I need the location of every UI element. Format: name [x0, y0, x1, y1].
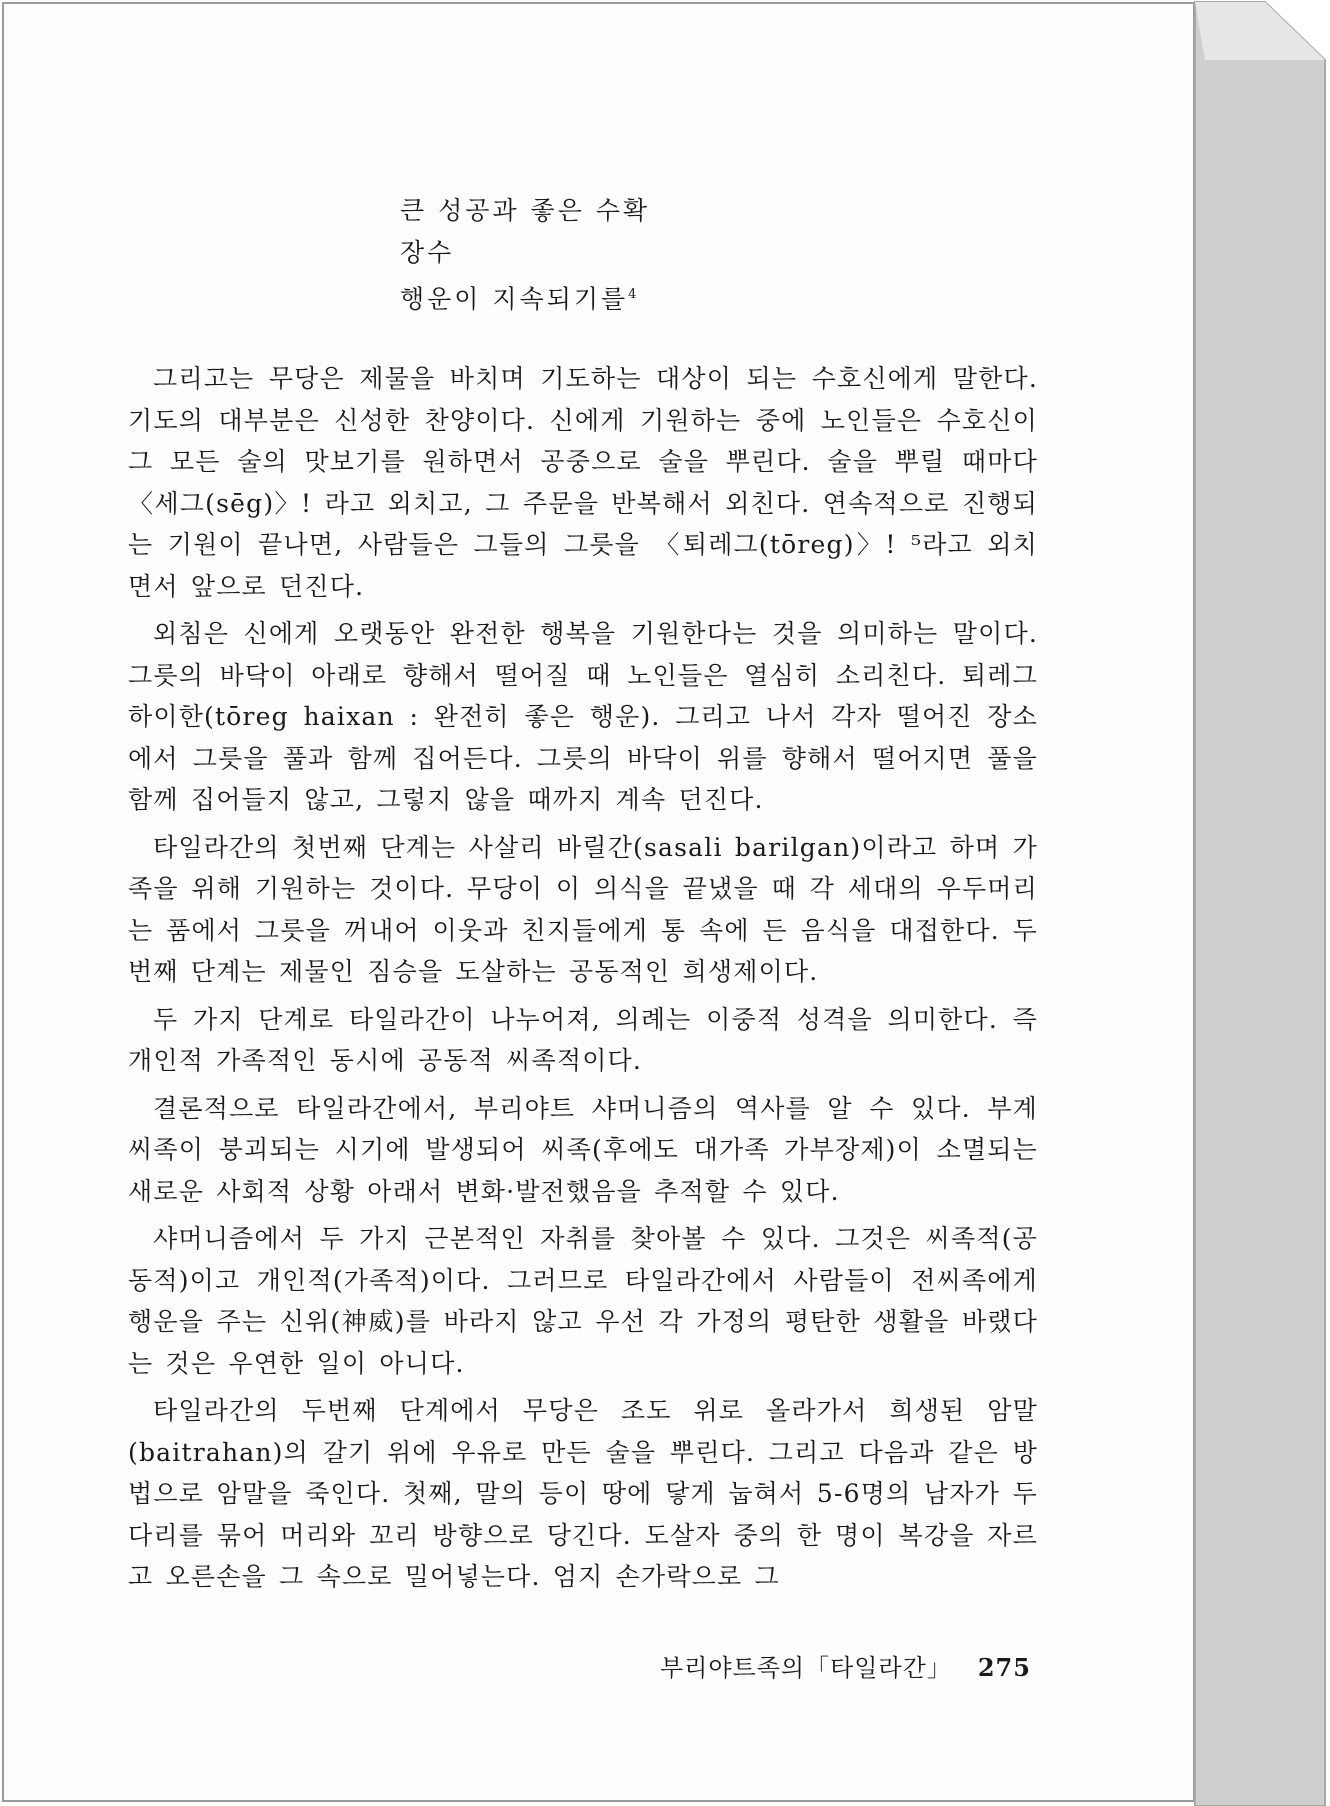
- poem-line-3: [400, 274, 650, 320]
- poem-line-1: 큰 성공과 좋은 수확: [400, 196, 651, 225]
- paragraph-4: 두 가지 단계로 타일라간이 나누어져, 의례는 이중적 성격을 의미한다. 즉 개인적 가족적인 동시에 공동적 씨족적이다.: [128, 1004, 1038, 1075]
- book-edge-face: [1195, 2, 1325, 1806]
- footnote-mark: 4: [628, 287, 640, 302]
- paragraph-6: 샤머니즘에서 두 가지 근본적인 자취를 찾아볼 수 있다. 그것은 씨족적(공동적)이고 개인적(가족적)이다. 그러므로 타일라간에서 사람들이 전씨족에게 행운을 주는 신위(神威)를 바라지 않고 우선 각 가정의 평탄한 생활을 바랬다는 것은 우연한 일이 아니다.: [128, 1224, 1038, 1378]
- page-number: 275: [977, 1653, 1031, 1682]
- paragraph-3: 타일라간의 첫번째 단계는 사살리 바릴간(sasali barilgan)이라고 하며 가족을 위해 기원하는 것이다. 무당이 이 의식을 끝냈을 때 각 세대의 우두머리는 품에서 그릇을 꺼내어 이웃과 친지들에게 통 속에 든 음식을 대접한다. 두번째 단계는 제물인 짐승을 도살하는 공동적인 희생제이다.: [128, 832, 1038, 986]
- page-footer: [660, 1648, 1031, 1683]
- running-title: 부리야트족의「타일라간」: [660, 1654, 952, 1682]
- poem-block: [400, 190, 650, 320]
- paragraph-7: 타일라간의 두번째 단계에서 무당은 조도 위로 올라가서 희생된 암말(baitrahan)의 갈기 위에 우유로 만든 술을 뿌린다. 그리고 다음과 같은 방법으로 암말을 죽인다. 첫째, 말의 등이 땅에 닿게 눕혀서 5-6명의 남자가 두 다리를 묶어 머리와 꼬리 방향으로 당긴다. 도살자 중의 한 명이 복강을 자르고 오른손을 그 속으로 밀어넣는다. 엄지 손가락으로 그: [128, 1396, 1038, 1591]
- paragraph-1: 그리고는 무당은 제물을 바치며 기도하는 대상이 되는 수호신에게 말한다. 기도의 대부분은 신성한 찬양이다. 신에게 기원하는 중에 노인들은 수호신이 그 모든 술의 맛보기를 원하면서 공중으로 술을 뿌린다. 술을 뿌릴 때마다 〈세그(sēg)〉! 라고 외치고, 그 주문을 반복해서 외친다. 연속적으로 진행되는 기원이 끝나면, 사람들은 그들의 그릇을 〈퇴레그(tōreg)〉! ⁵라고 외치면서 앞으로 던진다.: [128, 364, 1038, 601]
- paragraph-2: 외침은 신에게 오랫동안 완전한 행복을 기원한다는 것을 의미하는 말이다. 그릇의 바닥이 아래로 향해서 떨어질 때 노인들은 열심히 소리친다. 퇴레그 하이한(tōreg haixan : 완전히 좋은 행운). 그리고 나서 각자 떨어진 장소에서 그릇을 풀과 함께 집어든다. 그릇의 바닥이 위를 향해서 떨어지면 풀을 함께 집어들지 않고, 그렇지 않을 때까지 계속 던진다.: [128, 619, 1038, 814]
- body-text: [128, 358, 1038, 1604]
- book-edge-shadow: [1195, 2, 1325, 60]
- poem-line-2: 장수: [400, 238, 455, 267]
- poem-line-3-text: 행운이 지속되기를: [400, 284, 629, 314]
- paragraph-5: 결론적으로 타일라간에서, 부리야트 샤머니즘의 역사를 알 수 있다. 부계 씨족이 붕괴되는 시기에 발생되어 씨족(후에도 대가족 가부장제)이 소멸되는 새로운 사회적 상황 아래서 변화·발전했음을 추적할 수 있다.: [128, 1093, 1038, 1206]
